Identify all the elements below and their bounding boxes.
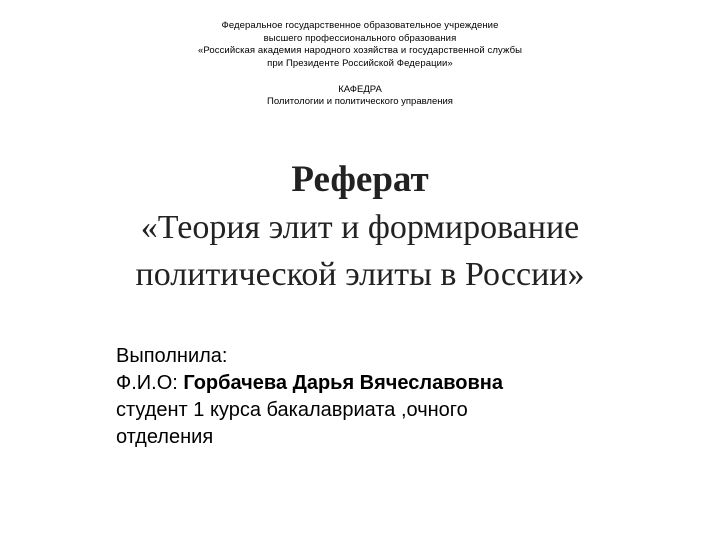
document-heading: Реферат [291, 159, 429, 200]
study-line: студент 1 курса бакалавриата ,очного [116, 399, 468, 421]
department-name: Политологии и политического управления [267, 96, 453, 107]
institution-line: при Президенте Российской Федерации» [267, 57, 453, 69]
study-line: отделения [116, 426, 214, 448]
institution-header [0, 20, 720, 70]
fio-label: Ф.И.О: [116, 372, 184, 394]
department-block [0, 84, 720, 108]
author-name: Горбачева Дарья Вячеславовна [183, 372, 503, 394]
department-label: КАФЕДРА [338, 84, 382, 95]
institution-line: Федеральное государственное образовательное учреждение [221, 20, 499, 31]
document-subtitle-line: «Теория элит и формирование [140, 209, 580, 246]
author-fio-line [116, 370, 676, 397]
performed-label: Выполнила: [116, 345, 228, 367]
institution-line: «Российская академия народного хозяйства и государственной службы [197, 45, 523, 56]
institution-line: высшего профессионального образования [263, 32, 457, 44]
author-block [116, 343, 676, 451]
title-block [0, 156, 720, 298]
document-subtitle-line: политической элиты в России» [135, 256, 585, 293]
